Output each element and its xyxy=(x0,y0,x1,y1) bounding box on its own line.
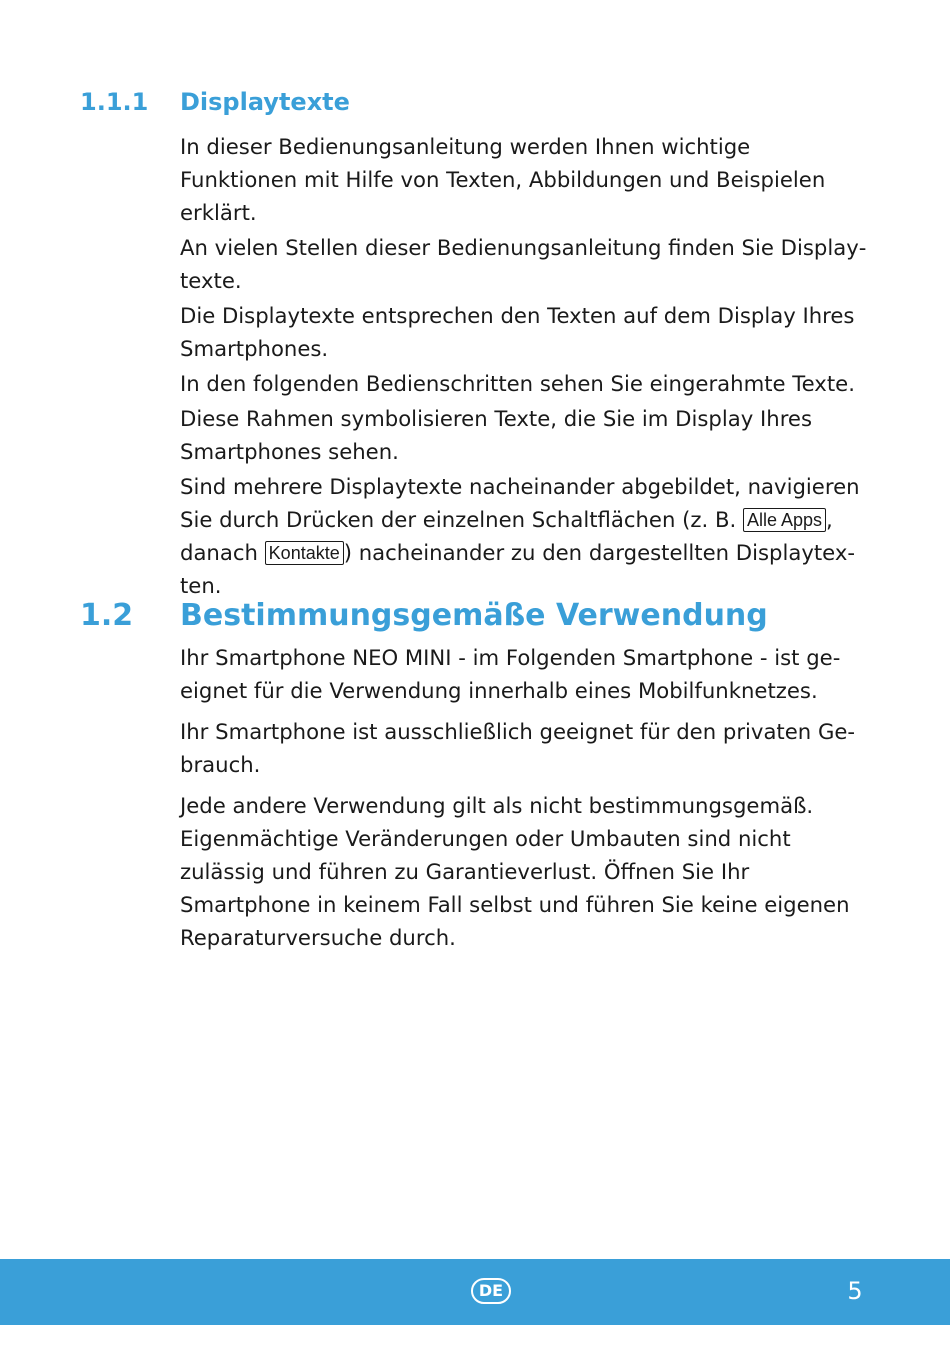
page-footer xyxy=(0,1259,950,1325)
page-number: 5 xyxy=(847,1277,863,1305)
paragraph: Jede andere Verwendung gilt als nicht bestimmungsgemäß. Eigenmächtige Veränderungen oder Umbauten sind nicht zulässig und führen zu Garantieverlust. Öffnen Sie Ihr Smartphone in keinem Fall selbst und führen Sie keine eigenen Reparaturversuche durch. xyxy=(180,793,850,950)
paragraph: In den folgenden Bedienschritten sehen Sie eingerahmte Texte. xyxy=(180,371,855,396)
paragraph: Ihr Smartphone ist ausschließlich geeignet für den privaten Gebrauch. xyxy=(180,719,856,777)
section-number: 1.2 xyxy=(80,598,134,633)
display-text-box-alle-apps: Alle Apps xyxy=(743,508,826,532)
section-number: 1.1.1 xyxy=(80,88,149,116)
paragraph-text: , danach xyxy=(180,507,833,565)
section-body-1-2 xyxy=(180,641,870,962)
section-heading-1-1-1 xyxy=(80,86,350,118)
paragraph-text: Sind mehrere Displaytexte nacheinander abgebildet, navigieren Sie durch Drücken der einzelnen Schaltflächen (z. B. xyxy=(180,474,860,532)
paragraph xyxy=(180,470,870,602)
section-heading-1-2 xyxy=(80,596,768,636)
section-title: Displaytexte xyxy=(180,88,350,116)
section-title: Bestimmungsgemäße Verwendung xyxy=(180,598,768,633)
language-badge: DE xyxy=(471,1278,511,1304)
section-body-1-1-1 xyxy=(180,130,870,604)
paragraph: An vielen Stellen dieser Bedienungsanleitung finden Sie Displaytexte. xyxy=(180,235,867,293)
display-text-box-kontakte: Kontakte xyxy=(265,541,344,565)
paragraph: In dieser Bedienungsanleitung werden Ihnen wichtige Funktionen mit Hilfe von Texten, Abbildungen und Beispielen erklärt. xyxy=(180,134,826,225)
paragraph: Ihr Smartphone NEO MINI - im Folgenden Smartphone - ist geeignet für die Verwendung innerhalb eines Mobilfunknetzes. xyxy=(180,645,841,703)
paragraph-text: ) nacheinander zu den dargestellten Displaytexten. xyxy=(180,540,856,598)
paragraph: Die Displaytexte entsprechen den Texten auf dem Display Ihres Smartphones. xyxy=(180,303,855,361)
paragraph: Diese Rahmen symbolisieren Texte, die Sie im Display Ihres Smartphones sehen. xyxy=(180,406,813,464)
